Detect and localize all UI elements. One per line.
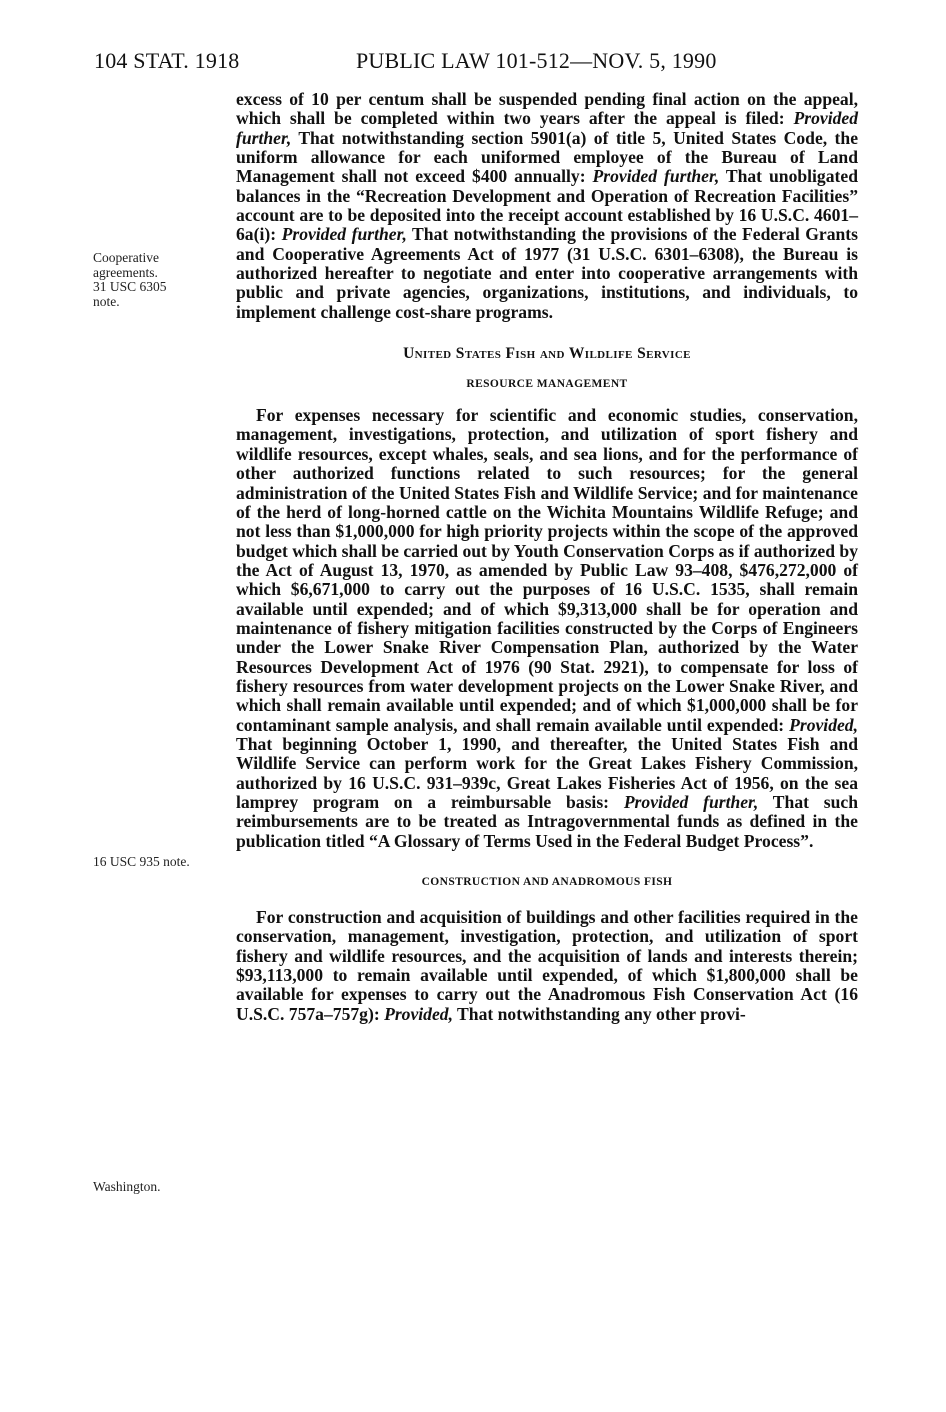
text-run: That such reimbursements are to be treated as Intragovernmental funds as defined in the publication titled “A Glossary of Terms Used in the Federal Budget Process”. (236, 792, 858, 851)
page-header (94, 48, 854, 82)
proviso-italic: Provided further, (623, 792, 759, 812)
text-run: For expenses necessary for scientific and economic studies, conservation, management, investigations, protection, and utilization of sport fishery and wildlife resources, except whales, seals, and sea lions, and for the performance of other authorized functions related to such resources; for the general administration of the United States Fish and Wildlife Service; and for maintenance of the herd of long-horned cattle on the Wichita Mountains Wildlife Refuge; and not less than $1,000,000 for high priority projects within the scope of the approved budget which shall be carried out by Youth Conservation Corps as if authorized by the Act of August 13, 1970, as amended by Public Law 93–408, $476,272,000 of which $6,671,000 to carry out the purposes of 16 U.S.C. 1535, shall remain available until expended; and of which $9,313,000 shall be for operation and maintenance of fishery mitigation facilities constructed by the Corps of Engineers under the Lower Snake River Compensation Plan, authorized by the Water Resources Development Act of 1976 (90 Stat. 2921), to compensate for loss of fishery resources from water development projects on the Lower Snake River, and which shall remain available until expended; and of which $1,000,000 shall be for contaminant sample analysis, and shall remain available until expended: (236, 405, 858, 735)
proviso-italic: Provided further, (236, 108, 858, 148)
agency-heading: United States Fish and Wildlife Service (403, 345, 691, 363)
paragraph-bureau-continuation (236, 90, 858, 322)
text-run: That unobligated balances in the “Recreation Development and Operation of Recreation Facilities” account are to be deposited into the receipt account established by 16 U.S.C. 4601–6a(i): (236, 166, 858, 245)
text-run: excess of 10 per centum shall be suspended pending final action on the appeal, which shall be completed within two years after the appeal is filed: (236, 89, 858, 129)
margin-note-line: Cooperative (93, 250, 159, 265)
margin-note-line: note. (93, 293, 120, 309)
paragraph-construction (236, 908, 858, 1024)
text-run: That beginning October 1, 1990, and thereafter, the United States Fish and Wildlife Service can perform work for the Great Lakes Fishery Commission, authorized by 16 U.S.C. 931–939c, Great Lakes Fisheries Act of 1956, on the sea lamprey program on a reimbursable basis: (236, 733, 858, 812)
public-law-title: PUBLIC LAW 101-512—NOV. 5, 1990 (356, 48, 717, 73)
text-run: That notwithstanding the provisions of the Federal Grants and Cooperative Agreements Act of 1977 (31 U.S.C. 6301–6308), the Bureau is authorized hereafter to negotiate and enter into cooperative arrangements with public and private agencies, organizations, institutions, and individuals, to implement challenge cost-share programs. (236, 224, 859, 322)
construction-heading: CONSTRUCTION AND ANADROMOUS FISH (421, 876, 673, 889)
paragraph-resource-management (236, 406, 858, 851)
main-text-column (236, 90, 858, 1024)
proviso-italic: Provided further, (281, 224, 407, 245)
margin-note-cooperative-agreements (93, 251, 213, 309)
proviso-italic: Provided, (789, 714, 858, 735)
margin-note-line: 31 USC 6305 (93, 279, 167, 294)
resource-management-heading: RESOURCE MANAGEMENT (466, 378, 628, 391)
statute-page-label: 104 STAT. 1918 (94, 48, 240, 73)
margin-note-washington: Washington. (93, 1179, 161, 1194)
margin-note-line: agreements. (93, 264, 158, 280)
proviso-italic: Provided further, (592, 166, 720, 187)
margin-note-16-usc-935: 16 USC 935 note. (93, 854, 190, 869)
text-run: For construction and acquisition of buildings and other facilities required in the conservation, management, investigation, protection, and utilization of sport fishery and wildlife resources, and the acquisition of lands and interests therein; $93,113,000 to remain available until expended, of which $1,800,000 shall be available for expenses to carry out the Anadromous Fish Conservation Act (16 U.S.C. 757a–757g): (236, 907, 858, 1024)
proviso-italic: Provided, (384, 1003, 453, 1024)
text-run: That notwithstanding section 5901(a) of title 5, United States Code, the uniform allowance for each uniformed employee of the Bureau of Land Management shall not exceed $400 annually: (236, 127, 858, 187)
text-run: That notwithstanding any other provi- (452, 1003, 746, 1024)
